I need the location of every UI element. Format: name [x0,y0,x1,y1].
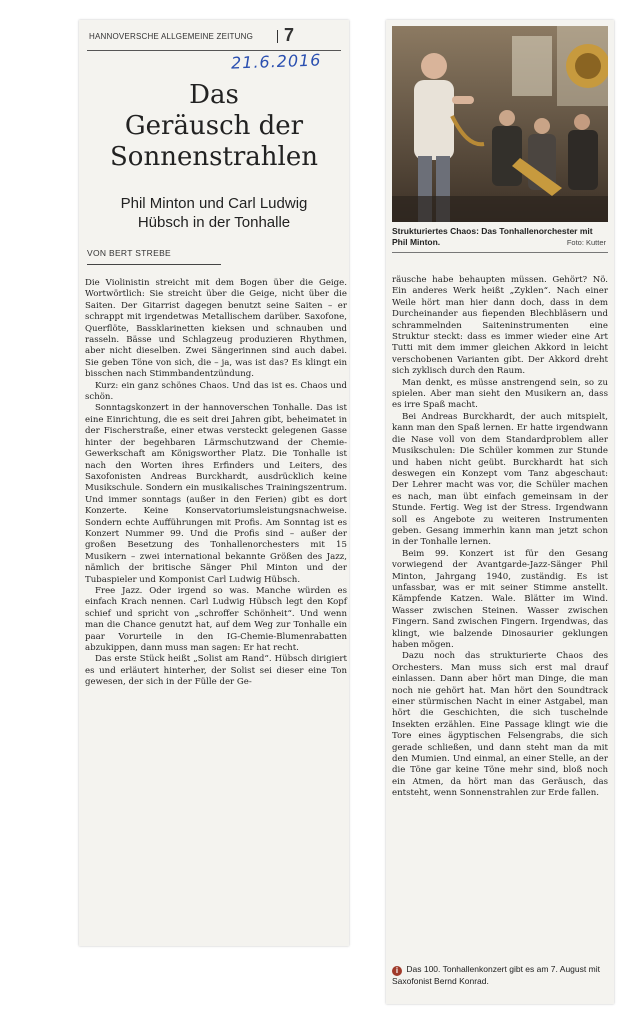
paragraph: Das erste Stück heißt „Solist am Rand“. Hübsch dirigiert es und erläutert hinterher, der Solist sei dieser eine Ton gewesen, der sich in der Fülle der Ge- [85,654,347,688]
paragraph: Kurz: ein ganz schönes Chaos. Und das ist es. Chaos und schön. [85,380,347,403]
info-text: Das 100. Tonhallenkonzert gibt es am 7. August mit Saxofonist Bernd Konrad. [392,964,600,986]
photo-credit: Foto: Kutter [566,238,606,247]
concert-photo-illustration [392,26,608,222]
paragraph: Beim 99. Konzert ist für den Gesang vorwiegend der Avantgarde-Jazz-Sänger Phil Minton, Jahrgang 1940, zuständig. Es ist unfassbar, was er mit seiner Stimme anstellt. Kämpfende Katzen. Wale. Blätter im Wind. Wasser zwischen Steinen. Wasser zwischen Fingern. Sand zwischen Fingern. Irgendwas, das klingt, wie balzende Dinosaurier geklungen haben mögen. [392,548,608,650]
info-icon: i [392,966,402,976]
masthead [87,26,341,51]
byline: VON BERT STREBE [87,248,221,265]
article-column-right [392,275,608,800]
clipping-right [386,20,614,1004]
newspaper-name: HANNOVERSCHE ALLGEMEINE ZEITUNG [89,32,254,41]
paragraph: Sonntagskonzert in der hannoverschen Tonhalle. Das ist eine Einrichtung, die es seit drei Jahren gibt, beheimatet in der Fischerstraße, einer etwas versteckt gelegenen Gasse hinter der begehbaren Lärmschutzwand der Chemie-Gewerkschaft am Königsworther Platz. Die Tonhalle ist nach den Worten ihres Erfinders und Leiters, des Saxofonisten Andreas Burckhardt, ausdrücklich keine Musikschule. Sondern ein musikalisches Trainingszentrum. Und immer sonntags (außer in den Ferien) gibt es dort Konzerte. Keine Konservatoriumsleistungsnachweise. Sondern echte Aufführungen mit Profis. Am Sonntag ist es Konzert Nummer 99. Und die Profis sind – außer der großen Besetzung des Tonhallenorchesters mit 15 Musikern – zwei international bekannte Größen des Jazz, nämlich der britische Sänger Phil Minton und der Tubaspieler und Komponist Carl Ludwig Hübsch. [85,403,347,585]
info-box [392,964,608,987]
headline-line: Sonnenstrahlen [110,142,318,172]
clipping-left [79,20,349,946]
photo-caption [392,226,608,253]
subheadline [85,194,343,232]
paragraph: Dazu noch das strukturierte Chaos des Orchesters. Man muss sich erst mal drauf einlassen. Dann aber hört man Dinge, die man noch nie gehört hat. Man hört den Soundtrack einer stürmischen Nacht in einer Astgabel, man hört die Geschichten, die sich tuschelnde Insekten erzählen. Eine Passage klingt wie die Tore eines ägyptischen Felsengrabs, die sich gerade schließen, und dann steht man da mit den Mumien. Und einmal, an einer Stelle, an der die Töne gar keine Töne mehr sind, bloß noch ein Atmen, da hört man das Geräusch, das entsteht, wenn Sonnenstrahlen zur Erde fallen. [392,651,608,799]
caption-text: Strukturiertes Chaos: Das Tonhallenorchester mit Phil Minton. [392,226,593,247]
subheadline-line: Hübsch in der Tonhalle [137,214,291,231]
headline-line: Das [189,80,239,110]
paragraph: Free Jazz. Oder irgend so was. Manche würden es einfach Krach nennen. Carl Ludwig Hübsch legt den Kopf schief und spricht von „schroffer Schönheit“. Und wenn man die Chance genutzt hat, auf dem Weg zur Tonhalle ein paar Vorurteile in den IG-Chemie-Blumenrabatten abzukippen, dann muss man sagen: Er hat recht. [85,585,347,653]
masthead-divider [277,30,278,43]
article-column-left [85,278,347,689]
paragraph: Man denkt, es müsse anstrengend sein, so zu spielen. Aber man sieht den Musikern an, dass es irre Spaß macht. [392,377,608,411]
paragraph: Die Violinistin streicht mit dem Bogen über die Geige. Wortwörtlich: Sie streicht über die Geige, nicht über die Saiten. Der Gitarrist dagegen benutzt seine Saiten – er schrappt mit irgendetwas Metallischem darüber. Saxofone, Querflöte, Bassklarinetten kieksen und schnauben und rasseln. Bässe und Schlagzeug produzieren Rhythmen, aber nicht dieselben. Zwei Sängerinnen sind auch dabei. Sie geben Töne von sich, die – ja, was ist das? Es klingt ein bisschen nach Stimmbandentzündung. [85,278,347,380]
paragraph: räusche habe behaupten müssen. Gehört? Nö. Ein anderes Werk heißt „Zyklen“. Nach einer Weile hört man hier dann doch, dass in dem Durcheinander aus fiependen Blechbläsern und schrammelnden Saiteninstrumenten eine Struktur steckt: dass es immer wieder eine Art Tutti mit dem immer gleichen Akkord in leicht verschobenen Varianten gibt. Der Akkord dreht sich zyklisch durch den Raum. [392,275,608,377]
paragraph: Bei Andreas Burckhardt, der auch mitspielt, kann man den Spaß lernen. Er hatte irgendwann die Nase voll von dem Standardproblem aller Musikschulen: Die Schüler kommen zur Stunde und haben nicht geübt. Burckhardt hat sich deswegen ein Konzept vom Tanz abgeschaut: Der Lehrer macht was vor, die Schüler machen es nach, man übt einfach gemeinsam in der Stunde. Fertig. Weg ist der Stress. Irgendwann soll es Angebote zu weiteren Instrumenten geben. Gesang immerhin kann man jetzt schon in der Tonhalle lernen. [392,411,608,548]
headline-line: Geräusch der [124,111,304,141]
concert-photo [392,26,608,222]
subheadline-line: Phil Minton und Carl Ludwig [120,195,308,212]
handwritten-date: 21.6.2016 [230,50,322,73]
page-number: 7 [284,25,295,45]
headline [85,80,343,173]
